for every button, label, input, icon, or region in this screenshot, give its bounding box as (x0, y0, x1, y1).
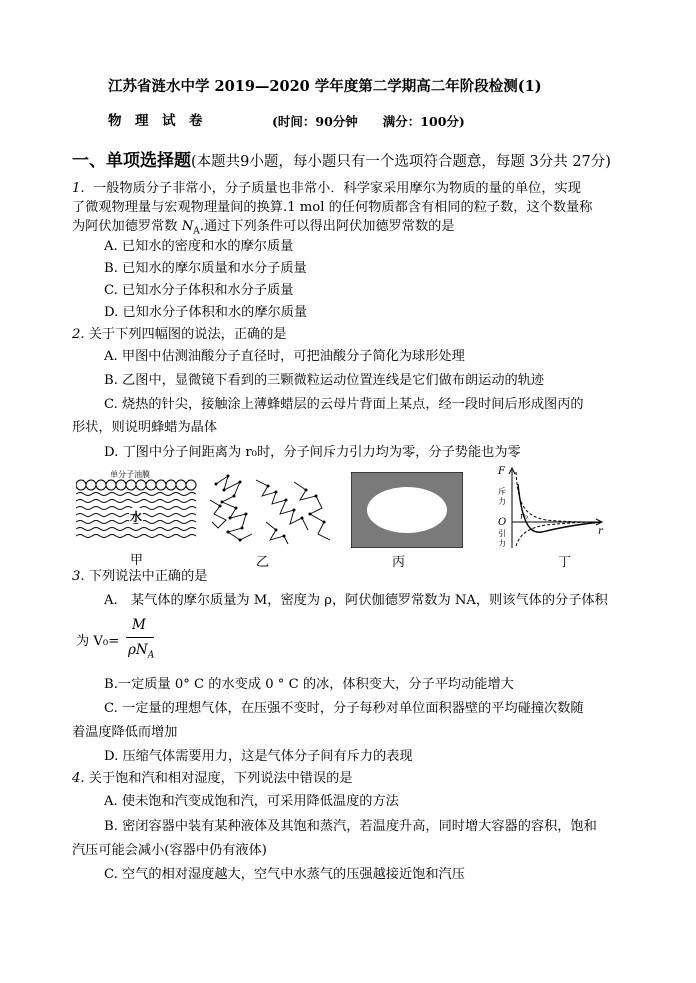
q3-formula-prefix: 为 V₀= (76, 634, 120, 649)
caption-ding: 丁 (558, 555, 572, 570)
q3-option-d: D. 压缩气体需要用力，这是气体分子间有斥力的表现 (104, 749, 413, 764)
section-heading-note: (本题共9小题，每小题只有一个选项符合题意，每题 3分共 27分) (191, 154, 611, 170)
q2-option-b: B. 乙图中，显微镜下看到的三颗微粒运动位置连线是它们做布朗运动的轨迹 (104, 373, 545, 388)
ding-repulsive-2: 力 (498, 497, 506, 506)
exam-info: (时间：90分钟 满分：100分) (272, 114, 465, 129)
figure-bing-mica (351, 472, 463, 548)
caption-jia: 甲 (130, 553, 144, 568)
q1-text-1: 一般物质分子非常小，分子质量也非常小．科学家采用摩尔为物质的量的单位，实现 (92, 181, 581, 196)
ding-attractive-1: 引 (498, 529, 506, 538)
q4-number: 4. (72, 771, 85, 786)
section-heading (72, 152, 611, 171)
figure-ding-force-curve (486, 464, 610, 554)
ding-axis-r: r (598, 526, 603, 537)
q2-option-d: D. 丁图中分子间距离为 r₀时，分子间斥力引力均为零，分子势能也为零 (104, 445, 521, 460)
exam-title: 江苏省涟水中学 2019—2020 学年度第二学期高二年阶段检测(1) (108, 78, 542, 95)
q3-formula-numerator: M (132, 617, 146, 633)
q4-text: 关于饱和汽和相对湿度，下列说法中错误的是 (88, 771, 353, 786)
q2-option-c-line2: 形状，则说明蜂蜡为晶体 (72, 420, 218, 435)
figure-jia-oil-film (76, 468, 200, 544)
q2-option-c-line1: C. 烧热的针尖，接触涂上薄蜂蜡层的云母片背面上某点，经一段时间后形成图丙的 (104, 397, 584, 412)
q3-stem (72, 568, 207, 586)
q4-option-b-line1: B. 密闭容器中装有某种液体及其饱和蒸汽，若温度升高，同时增大容器的容积，饱和 (104, 819, 597, 834)
q3-option-c-line2: 着温度降低而增加 (72, 725, 178, 740)
q1-stem-line2: 了微观物理量与宏观物理量间的换算.1 mol 的任何物质都含有相同的粒子数，这个数量称 (72, 200, 593, 215)
q1-symbol-n: N (181, 219, 194, 234)
ding-attractive-2: 力 (498, 539, 506, 548)
q3-formula-denominator (128, 642, 154, 661)
q3-option-b: B.一定质量 0° C 的水变成 0 ° C 的冰，体积变大，分子平均动能增大 (104, 677, 514, 692)
q3-fraction-bar (126, 637, 154, 638)
caption-yi: 乙 (256, 555, 270, 570)
q1-stem-line1 (72, 180, 581, 198)
q1-option-d: D. 已知水分子体积和水的摩尔质量 (104, 305, 308, 320)
q3-option-a-line1: A. 某气体的摩尔质量为 M，密度为 ρ，阿伏伽德罗常数为 NA，则该气体的分子体积 (104, 593, 608, 608)
ding-repulsive-1: 斥 (498, 487, 506, 496)
jia-water-label: 水 (130, 510, 143, 524)
q3-den-text: ρN (128, 642, 148, 658)
q2-stem (72, 326, 287, 344)
q1-option-c: C. 已知水分子体积和水分子质量 (104, 283, 294, 298)
q2-option-a: A. 甲图中估测油酸分子直径时，可把油酸分子简化为球形处理 (104, 349, 465, 364)
q4-stem (72, 770, 353, 788)
q4-option-a: A. 使未饱和汽变成饱和汽，可采用降低温度的方法 (104, 794, 399, 809)
ding-axis-f: F (498, 466, 505, 477)
q1-option-a: A. 已知水的密度和水的摩尔质量 (104, 239, 294, 254)
jia-label: 单分子油膜 (110, 470, 150, 479)
ding-r0-label: r₀ (520, 512, 528, 522)
q1-option-b: B. 已知水的摩尔质量和水分子质量 (104, 261, 307, 276)
q3-den-sub: A (147, 650, 155, 661)
q3-text: 下列说法中正确的是 (88, 569, 208, 584)
q1-text-3a: 为阿伏加德罗常数 (72, 219, 182, 234)
ding-origin: O (498, 517, 507, 528)
q2-text: 关于下列四幅图的说法，正确的是 (88, 327, 287, 342)
q2-number: 2. (72, 327, 85, 342)
q4-option-c: C. 空气的相对湿度越大，空气中水蒸气的压强越接近饱和汽压 (104, 867, 465, 882)
section-heading-label: 一、单项选择题 (72, 151, 191, 171)
q1-number: 1. (72, 181, 85, 196)
q1-text-3b: .通过下列条件可以得出阿伏加德罗常数的是 (199, 219, 455, 234)
q3-number: 3. (72, 569, 85, 584)
q4-option-b-line2: 汽压可能会减小(容器中仍有液体) (72, 843, 267, 858)
q1-symbol-a: A (193, 226, 200, 237)
q3-option-c-line1: C. 一定量的理想气体，在压强不变时，分子每秒对单位面积器壁的平均碰撞次数随 (104, 701, 584, 716)
caption-bing: 丙 (392, 555, 406, 570)
subject-title: 物 理 试 卷 (108, 113, 203, 129)
figure-yi-brownian (206, 470, 334, 548)
